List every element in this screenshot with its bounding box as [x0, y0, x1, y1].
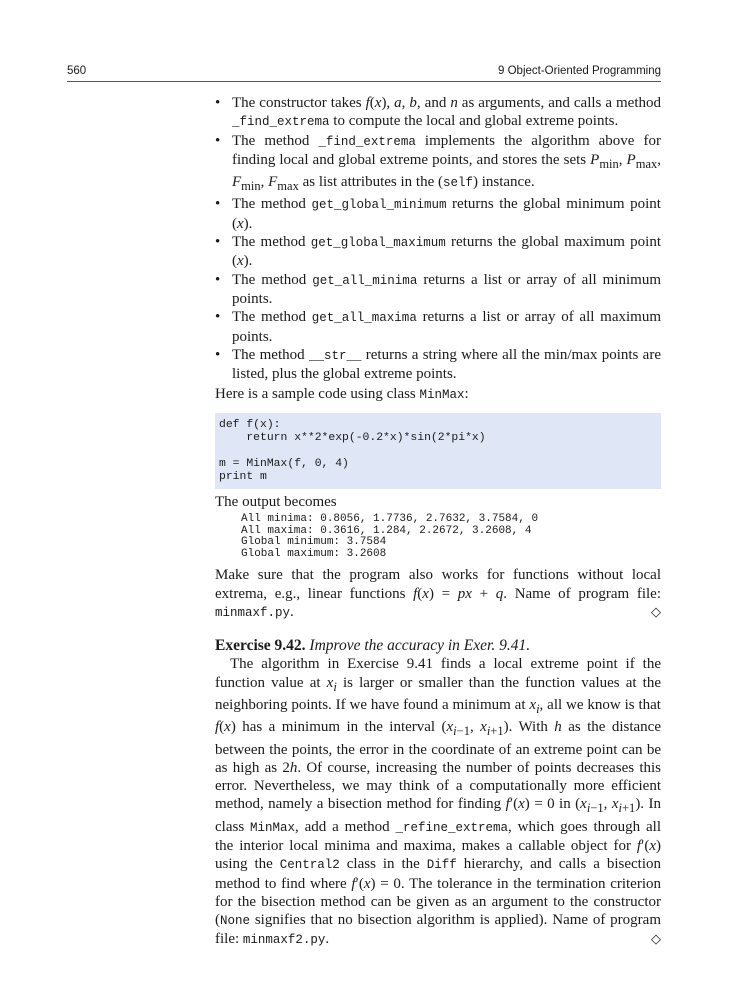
bullet-item	[215, 195, 661, 233]
method-list	[215, 94, 661, 383]
bullet-text: The method get_all_maxima returns a list or array of all maximum points.	[232, 309, 661, 345]
bullet-icon: •	[215, 196, 221, 213]
bullet-icon: •	[215, 271, 221, 288]
sample-intro: Here is a sample code using class MinMax:	[215, 386, 469, 403]
exercise-heading	[215, 636, 661, 655]
exercise-text: The algorithm in Exercise 9.41 finds a local extreme point if the function value at $x_i$ is larger or smaller than the function values at the neighboring points. If we have found a minimum at $x_i$, all we know is that f(x) has a minimum in the interval ($x_{i-1}$, $x_{i+1}$). With h as the distance between the points, the error in the coordinate of an extreme point can be as high as 2h. Of course, increasing the number of points decreases this error. Nevertheless, we may think of a computationally more efficient method, namely a bisection method for finding f′(x) = 0 in ($x_{i-1}$, $x_{i+1}$). In class MinMax, add a method _refine_extrema, which goes through all the interior local minima and maxima, makes a callable object for f′(x) using the Central2 class in the Diff hierarchy, and calls a bisection method to find where f′(x) = 0. The tolerance in the termination criterion for the bisection method can be given as an argument to the constructor (None signifies that no bisection algorithm is applied). Name of program file: minmaxf2.py. ◇	[215, 656, 662, 948]
bullet-item	[215, 308, 661, 346]
bullet-item	[215, 271, 661, 309]
bullet-icon: •	[215, 309, 221, 326]
bullet-icon: •	[215, 132, 221, 149]
code-text: def f(x): return x**2*exp(-0.2*x)*sin(2*pi*x) m = MinMax(f, 0, 4) print m	[219, 418, 486, 483]
running-header	[67, 64, 661, 82]
bullet-text: The method _find_extrema implements the algorithm above for finding local and global extreme points, and stores the sets $P_{min}$, $P_{max}$, $F_{min}$, $F_{max}$ as list attributes in the (self) instance.	[232, 132, 661, 194]
output-text: All minima: 0.8056, 1.7736, 2.7632, 3.7584, 0 All maxima: 0.3616, 1.284, 2.2672, 3.2608, 4 Global minimum: 3.7584 Global maximum: 3.2608	[241, 513, 539, 560]
bullet-item	[215, 94, 661, 132]
code-block	[215, 413, 661, 489]
bullet-item	[215, 132, 661, 196]
exercise-title: Improve the accuracy in Exer. 9.41.	[309, 637, 531, 655]
bullet-text: The method __str__ returns a string where all the min/max points are listed, plus the global extreme points.	[232, 346, 661, 383]
bullet-item	[215, 233, 661, 271]
bullet-text: The method get_global_maximum returns the global maximum point (x).	[232, 234, 661, 270]
bullet-icon: •	[215, 346, 221, 363]
chapter-title: 9 Object-Oriented Programming	[498, 65, 661, 77]
output-intro: The output becomes	[215, 493, 337, 510]
bullet-icon: •	[215, 95, 221, 111]
page-body	[215, 94, 661, 950]
end-of-exercise-mark: ◇	[651, 604, 661, 620]
page-number: 560	[67, 65, 87, 77]
bullet-item	[215, 346, 661, 384]
bullet-text: The constructor takes f(x), a, b, and n as arguments, and calls a method _find_extrema to compute the local and global extreme points.	[232, 95, 661, 130]
bullet-text: The method get_global_minimum returns the global minimum point (x).	[232, 196, 661, 232]
make-sure-paragraph: Make sure that the program also works for functions without local extrema, e.g., linear functions f(x) = px + q. Name of program file: minmaxf.py. ◇	[215, 567, 661, 621]
bullet-icon: •	[215, 234, 221, 251]
exercise-label: Exercise 9.42.	[215, 637, 306, 655]
bullet-text: The method get_all_minima returns a list or array of all minimum points.	[232, 271, 661, 307]
end-of-exercise-mark: ◇	[651, 931, 661, 947]
output-block	[241, 514, 661, 560]
